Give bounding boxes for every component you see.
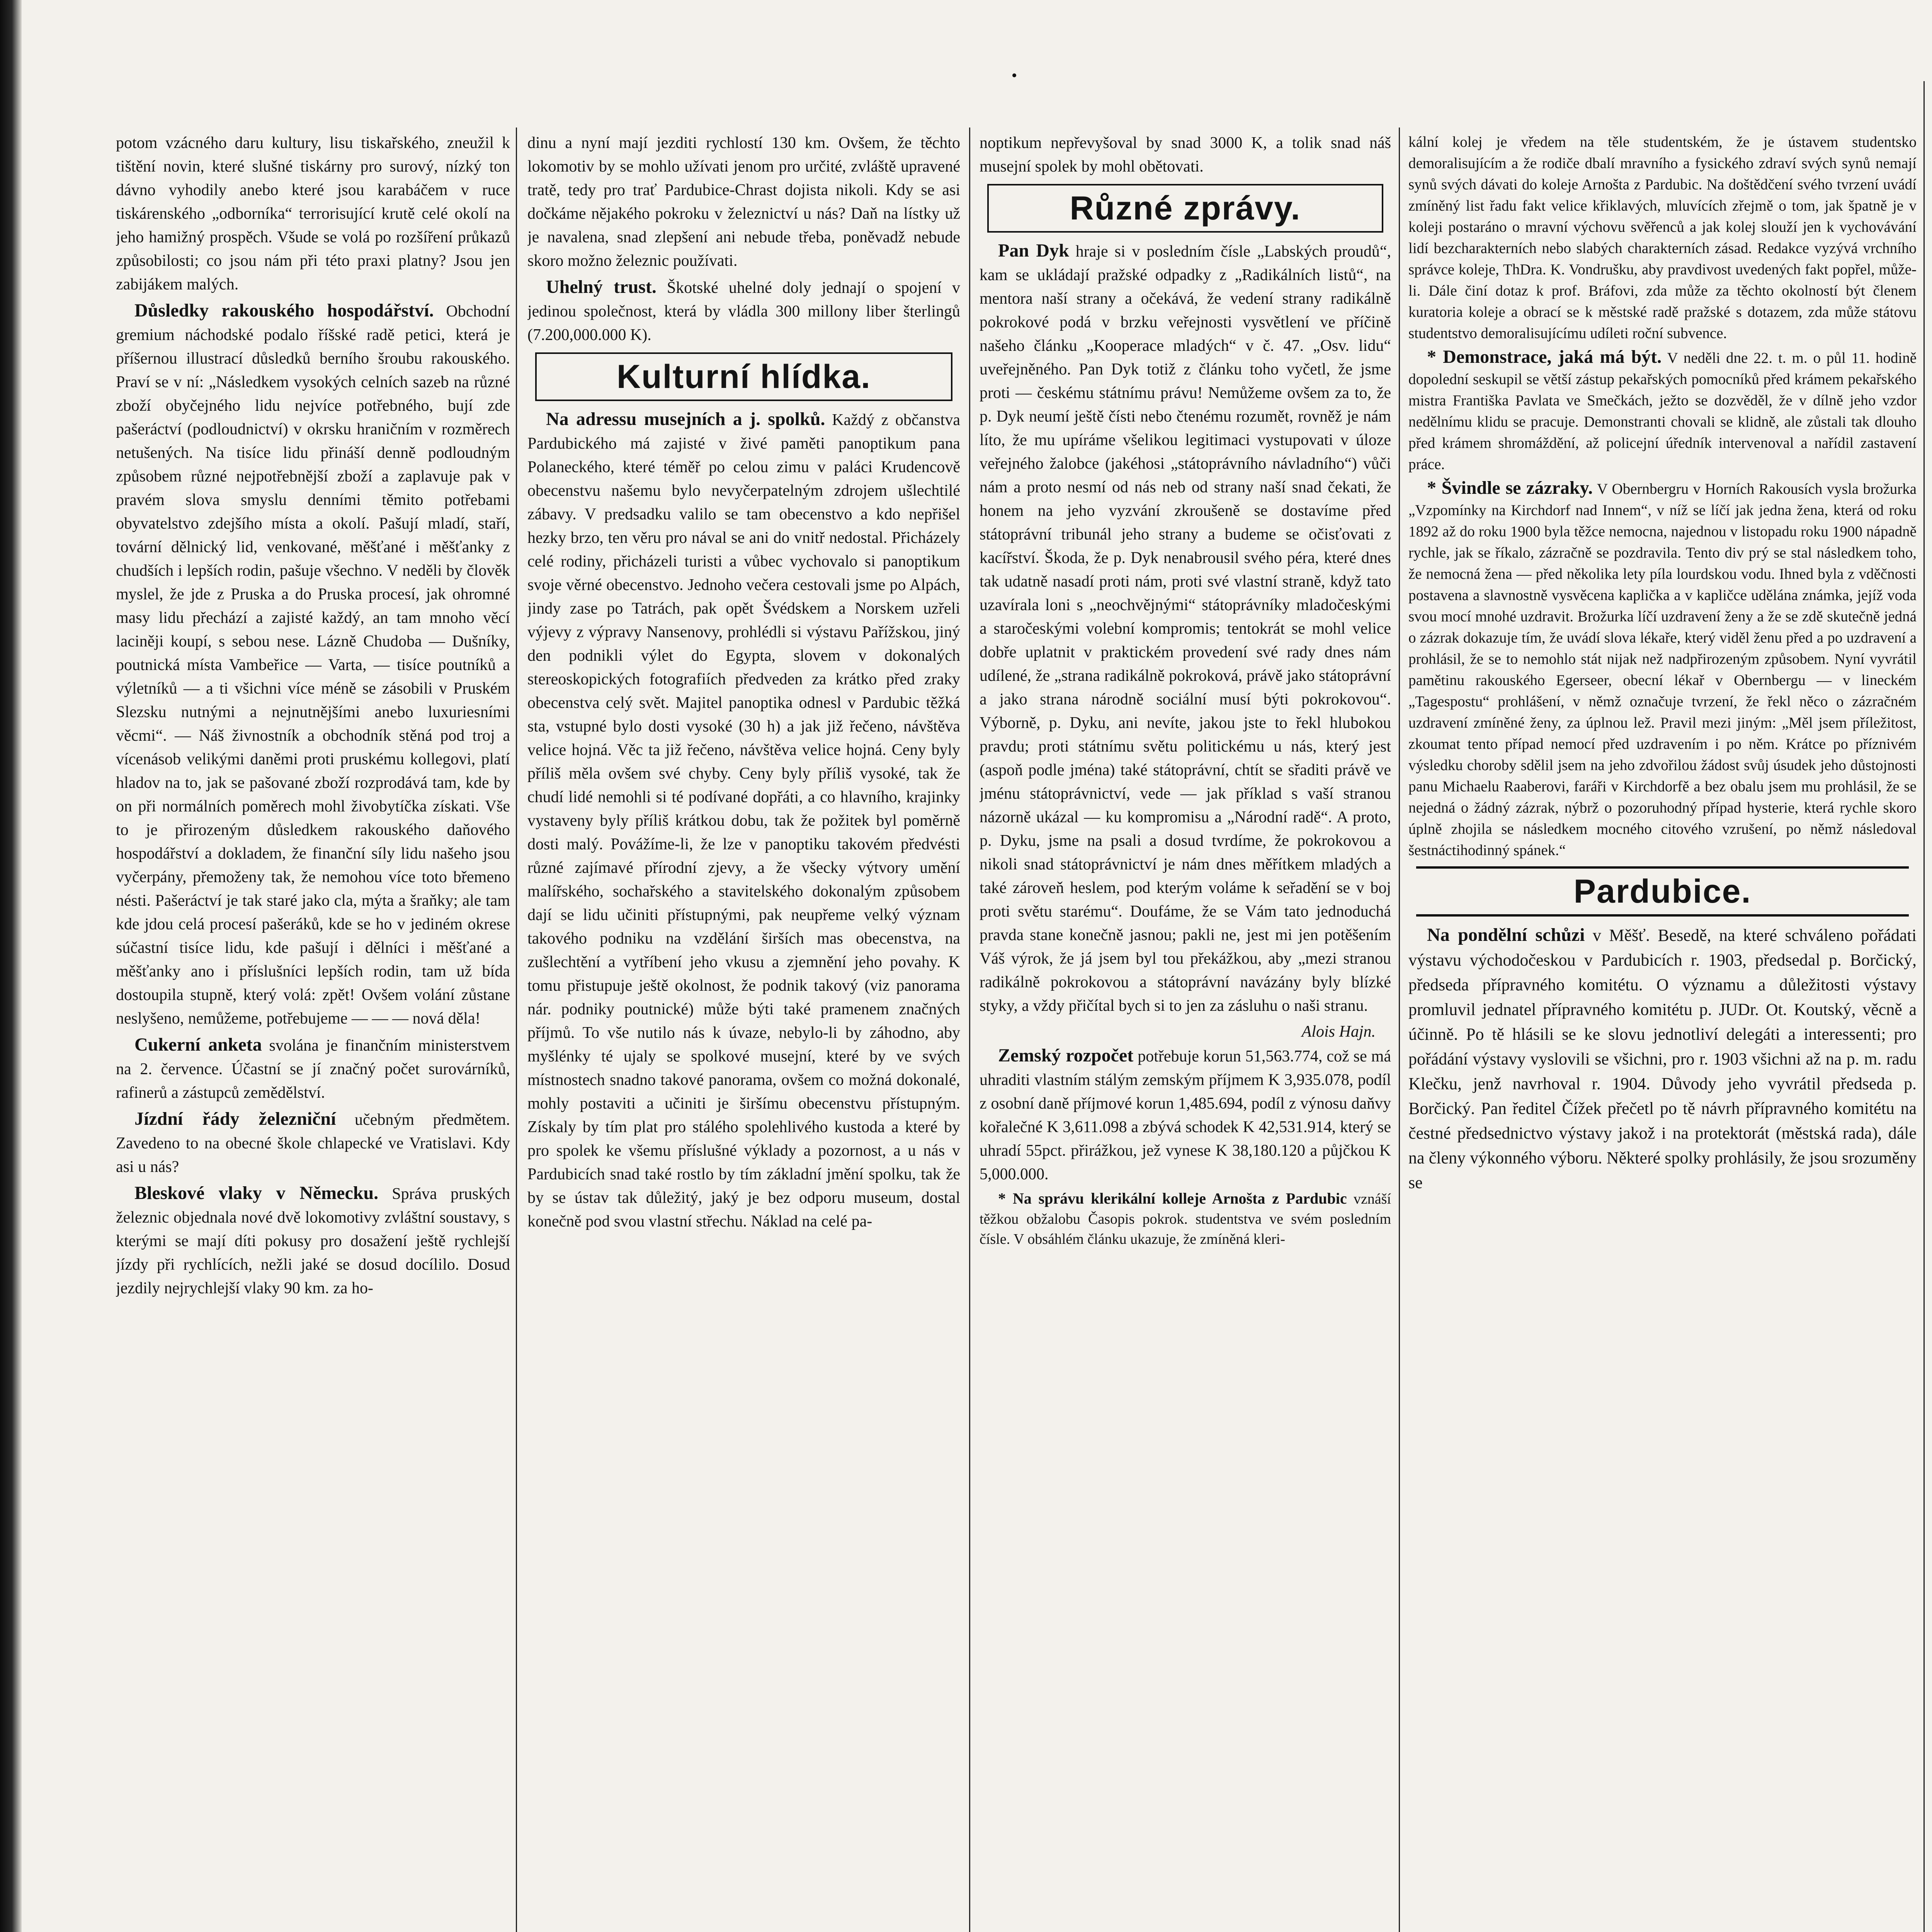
article-text: vznáší těžkou obžalobu Časopis pokrok. studentstva ve svém posledním čísle. V obsáhlém článku ukazuje, že zmíněná kleri-: [980, 1191, 1391, 1247]
article-heading: Bleskové vlaky v Německu.: [134, 1183, 379, 1203]
article-text: Obchodní gremium náchodské podalo říšské radě petici, která je příšernou illustrací důsledků berního šroubu rakouského. Praví se v ní: „Následkem vysokých celních sazeb na různé zboží obyčejného lidu nejvíce potřebného, bují zde pašeráctví (podloudnictví) v okrsku hraničním v rozměrech netušených. Na tisíce lidu přináší denně podloudným způsobem různé nejpotřebnější zboží a zaplavuje pak v pravém slova smyslu denními těmito potřebami obyvatelstvo zdejšího místa a okolí. Pašují mladí, staří, tovární dělnický lid, venkované, měšťané i měšťanky z chudších i lepších rodin, pašuje všechno. V neděli by člověk myslel, že jde z Pruska a do Pruska procesí, jak ohromné masy lidu přechází a zajisté každý, an tam mnoho věcí laciněji koupí, s sebou nese. Lázně Chudoba — Dušníky, poutnická místa Vambeřice — Varta, — tisíce poutníků a výletníků — a ti všichni více méně se zásobili v Pruském Slezsku nutnými a nejnutnějšími anebo luxuriesními věcmi“. — Náš živnostník a obchodník stěná pod troj a vícenásob velikými daněmi proti pruskému kollegovi, platí hladov na to, jak se pašované zboží rozprodává tam, kde by on při normálních poměrech mohl živobytíčka získati. Vše to je přirozeným důsledkem rakouského daňového hospodářství a dokladem, že finanční síly lidu našeho jsou vyčerpány, přemoženy tak, že nemohou více toto břemeno nésti. Pašeráctví je tak staré jako cla, mýta a šraňky; ale tam kde jdou celá procesí pašeráků, kde se ho v jediném okrese súčastní tisíce lidu, kde pašují i dělníci i měšťané a měšťanky ano i příslušníci lepších rodin, tam už bída dostoupila stupně, který volá: zpět! Ovšem volání zůstane neslyšeno, nemůžeme, potřebujeme — — — nová děla!: [116, 303, 510, 1027]
article-text: hraje si v posledním čísle „Labských proudů“, kam se ukládají pražské odpadky z „Radikálních listů“, na mentora naší strany a očekává, že vedení strany radikálně pokrokové podá v brzku veřejnosti vysvětlení ve příčině našeho článku „Kooperace mladých“ v č. 47. „Osv. lidu“ uveřejněného. Pan Dyk totiž z článku toho vyčetl, že jsme proti — českému státnímu právu! Nemůžeme ovšem za to, že p. Dyk neumí ještě čísti nebo čtenému rozumět, rovněž je nám líto, že mu upíráme všelikou legitimaci vystupovati v úloze veřejného žalobce (jakéhosi „státoprávního návladního“) vůči nám a proto nesmí od nás neb od strany naší snad čekati, že honem na jeho vyzvání zkroušeně se dostavíme před státoprávní tribunál jeho strany a budeme se očisťovati z kacířství. Škoda, že p. Dyk nenabrousil svého péra, které dnes tak udatně nasadí proti nám, proti své vlastní straně, když tato uzavírala loni s „neochvějnými“ státoprávníky mladočeskými a staročeskými volební kompromis; tentokrát se mohl velice dobře uplatnit v praktickém provedení své rady dnes nám udílené, že „strana radikálně pokroková, právě jako státoprávní a jako strana národně sociální musí býti pokrokovou“. Výborně, p. Dyku, ani nevíte, jakou jste to řekl hlubokou pravdu; proti státnímu světu politickému u nás, který jest (aspoň podle jména) také státoprávní, chtít se sřaditi právě ve jménu státoprávnictví, vede — jak příklad s vaší stranou názorně ukázal — ku kompromisu a „Národní radě“. A proto, p. Dyku, jsme na psali a dosud tvrdíme, že pokrokovou a nikoli snad státoprávnictví je nám dnes měřítkem mladých a také zároveň heslem, pod kterým voláme k seřadění se v boj proti světu starému“. Doufáme, že se Vám tato jednoduchá pravda stane konečně jasnou; pakli ne, jest mi jen potěšením Váš výrok, že já jsem byl tou překážkou, aby „mezi stranou radikálně pokrokovou a státoprávní navázány byly blízké styky, a vždy přičítal bych si to jen za zásluhu o naši stranu.: [980, 243, 1391, 1015]
print-speck: [1012, 73, 1016, 77]
article-text: svolána je finančním ministerstvem na 2. července. Účastní se jí značný počet surovárníků, rafinerů a zástupců zemědělství.: [116, 1037, 510, 1102]
article-text: v Měšť. Besedě, na které schváleno pořádati výstavu východočeskou v Pardubicích r. 1903, předsedal p. Borčický, předseda přípravného komitétu. O významu a důležitosti výstavy promluvil jednatel přípravného komitétu p. JUDr. Ot. Koutský, věcně a účinně. Po tě hlásili se ke slovu jednotliví delegáti a interessenti; pro pořádání výstavy vyslovili se všichni, pro r. 1903 všichni až na p. m. radu Klečku, jenž navrhoval r. 1904. Důvody jeho vyvrátil předseda p. Borčický. Pan ředitel Čížek přečetl po tě návrh přípravného komitétu na čestné předsednictvo výstavy jakož i na protektorát (městská rada), dále na členy výkonného výboru. Některé spolky prohlásily, že jsou srozuměny se: [1408, 926, 1917, 1192]
column-2: [527, 131, 960, 1932]
article-heading: Jízdní řády železniční: [134, 1109, 336, 1129]
article-heading: Na pondělní schůzi: [1427, 925, 1585, 945]
column-rule-3: [1399, 128, 1400, 1932]
article-text: potom vzácného daru kultury, lisu tiskařského, zneužil k tištění novin, které slušné tiskárny pro surový, nízký ton dávno vyhodily anebo které jsou karabáčem v ruce tiskárenského „odborníka“ terrorisující krutě celé okolí na jeho hamižný prospěch. Všude se volá po rozšíření průkazů způsobilosti; co jsou nám při této praxi platny? Jsou jen zabijákem malých.: [116, 134, 510, 293]
article-heading: * Švindle se zázraky.: [1427, 478, 1593, 498]
article-text: Správa pruských železnic objednala nové dvě lokomotivy zvláštní soustavy, s kterými se mají díti pokusy pro dosažení ještě rychlejší jízdy při rychlících, nežli jaké se dosud docílilo. Dosud jezdily nejrychlejší vlaky 90 km. za ho-: [116, 1185, 510, 1297]
article-text: Každý z občanstva Pardubického má zajisté v živé paměti panoptikum pana Polaneckého, které téměř po celou zimu v paláci Krudencově obecenstvu našemu bylo nevyčerpatelným zdrojem ušlechtilé zábavy. V predsadku valilo se tam obecenstvo a kdo nepřišel hezky brzo, ten věru pro nával se ani do vnitř nedostal. Přicházely celé rodiny, přicházeli turisti a vůbec vychovalo si panoptikum svoje věrné obecenstvo. Jednoho večera cestovali jsme po Alpách, jindy zase po Tatrách, pak opět Švédskem a Norskem uzřeli výjevy z výpravy Nansenovy, prohlédli si výstavu Pařížskou, jiný den podnikli výlet do Egypta, slovem v dokonalých stereoskopických fotografiích předveden za krátko před zraky obecenstva celý svět. Majitel panoptika odnesl v Pardubic těžká sta, vstupné bylo dosti vysoké (30 h) a jak již řečeno, návštěva velice hojná. Věc ta již řečeno, návštěva velice hojná. Ceny byly příliš měla ovšem své chyby. Ceny byly příliš vysoké, tak že chudí lidé nemohli si té podívané dopřáti, a co hlavního, krajinky vystaveny byly příliš krátkou dobu, tak že požitek byl poměrně dosti malý. Povážíme-li, že lze v panoptiku takovém předvésti různé zajímavé přírodní zjevy, a že všecky výtvory umění malířského, sochařského a stavitelského dokonalým způsobem dají se lidu učiniti přístupnými, pak neupřeme velký význam takového podniku na vzdělání širších mas obecenstva, na zušlechtění a vytříbení jeho vkusu a zjemnění jeho povahy. K tomu přistupuje ještě okolnost, že podnik takový (viz panorama nár. podniky poutnické) může býti také pramenem značných příjmů. To vše nutilo nás k úvaze, nebylo-li by záhodno, aby myšlénky té ujaly se spolkové musejní, které by ve svých místnostech snadno takové panorama, ovšem co možná dokonalé, mohly postaviti a učiniti je širšímu obecenstvu přístupným. Získaly by tím plat pro stálého spolehlivého kustoda a které by pro spolek ke všemu příslušné výklady a pozornost, a u nás v Pardubicích snad také rostlo by tím základní jmění spolku, tak že by se ústav tak důležitý, jaký je bez odporu museum, dostal konečně pod svou vlastní střechu. Náklad na celé pa-: [527, 411, 960, 1230]
article-heading: * Demonstrace, jaká má být.: [1427, 347, 1662, 367]
section-heading-ruzne: Různé zprávy.: [987, 184, 1383, 233]
article-text: kální kolej je vředem na těle studentském, že je ústavem studentsko demoralisujícím a že rodiče dbalí mravního a fysického zdraví svých synů nemají synů svých dávati do koleje Arnošta z Pardubic. Na doštědčení svého tvrzení uvádí zmíněný list řadu fakt velice křiklavých, mluvících zřejmě o tom, jak špatně je v koleji postaráno o mravní výchovu svěřenců a jak kolej slouží jen k vychovávání lidí bezcharakterních nebo slabých charakterních zásad. Redakce vyzývá vrchního správce koleje, ThDra. K. Vondrušku, aby pravdivost uvedených fakt popřel, může-li. Dále činí dotaz k prof. Bráfovi, zda může za těchto okolností být členem kuratoria koleje a obrací se k městské radě pražské s dotazem, zda může státovu studentstvo demoralisujícímu udíleti roční subvence.: [1408, 134, 1917, 342]
article-text: Škotské uhelné doly jednají o spojení v jedinou společnost, která by vládla 300 millony liber šterlingů (7.200,000.000 K).: [527, 279, 960, 344]
column-1: [116, 131, 510, 1932]
article-text: V Obernbergru v Horních Rakousích vysla brožurka „Vzpomínky na Kirchdorf nad Innem“, v níž se líčí jak jedna žena, která od roku 1892 až do roku 1900 byla těžce nemocna, najednou v listopadu roku 1900 nápadně rychle, jak se říkalo, zázračně se pozdravila. Tento div prý se stal následkem toho, že nemocná žena — před několika lety píla lourdskou vodu. Ihned byla z vděčnosti postavena a slavnostně vysvěcena kaplička a v kapličce udělána známka, jejíž voda svou mocí mnohé uzdravit. Brožurka líčí uzdravení ženy a že se zdě skutečně jedná o zázrak dokazuje tím, že uvádí slova lékaře, který viděl ženu před a po uzdravení a prohlásil, že se to nemohlo stát nijak než nadpřirozeným způsobem. Nyní vyvrátil pamětinu rakouského Egerseer, obecní lékař v Obernbergu — v lineckém „Tagespostu“ prohlášení, v němž označuje tvrzení, že řekl něco o zázračném uzdravení zmíněné ženy, za úplnou lež. Pravil mezi jiným: „Měl jsem příležitost, zkoumat tento případ nemocí před uzdravením i po něm. Krátce po příznivém výsledku choroby sdělil jsem na jeho zdvořilou žádost svůj úsudek jeho důstojnosti panu Michaelu Raaberovi, faráři v Kirchdorfě a bez obalu jsem mu prohlásil, že se nejedná o žádný zázrak, nýbrž o pozoruhodný případ hysterie, která rychle skoro úplně zhojila se následkem mocného citového vzrušení, po němž následoval šestnáctihodinný spánek.“: [1408, 481, 1917, 859]
article-heading: Cukerní anketa: [134, 1034, 262, 1055]
article-heading: Pan Dyk: [998, 240, 1069, 261]
article-heading: Důsledky rakouského hospodářství.: [134, 300, 434, 321]
column-3: [980, 131, 1391, 1932]
section-heading-kulturni: Kulturní hlídka.: [535, 352, 952, 401]
column-rule-4: [1923, 81, 1925, 1932]
article-text: noptikum nepřevyšoval by snad 3000 K, a tolik snad náš musejní spolek by mohl obětovati.: [980, 134, 1391, 175]
article-text: dinu a nyní mají jezditi rychlostí 130 km. Ovšem, že těchto lokomotiv by se mohlo užívati jenom pro určité, zvláště upravené tratě, tedy pro trať Pardubice-Chrast dojista nikoli. Kdy se asi dočkáme nějakého pokroku v železnictví u nás? Daň na lístky už je navalena, snad zlepšení ani nebude třeba, poněvadž nebude skoro možno železnic používati.: [527, 134, 960, 270]
scan-shadow: [0, 0, 22, 1932]
column-rule-2: [969, 128, 970, 1932]
article-heading: Uhelný trust.: [546, 277, 656, 297]
article-text: potřebuje korun 51,563.774, což se má uhraditi vlastním stálým zemským příjmem K 3,935.078, podíl z osobní daně příjmové korun 1,485.694, podíl z výnosu daňvy kořalečné K 3,611.098 a zbývá schodek K 42,531.914, který se uhradí 55pct. přirážkou, jež vynese K 38,180.120 a půjčkou K 5,000.000.: [980, 1048, 1391, 1183]
article-text: V neděli dne 22. t. m. o půl 11. hodině dopolední seskupil se větší zástup pekařských pomocníků před krámem pekařského mistra Františka Pavlata ve Smečkách, ježto se dozvěděl, že v dílně jeho vzdor nedělnímu klidu se pracuje. Demonstranti chovali se klidně, ale zůstali tak dlouho před krámem shromáždění, až policejní úředník intervenoval a nařídil zastavení práce.: [1408, 350, 1917, 473]
article-heading: Zemský rozpočet: [998, 1045, 1134, 1066]
article-heading: * Na správu klerikální kolleje Arnošta z Pardubic: [998, 1190, 1347, 1207]
column-rule-1: [516, 128, 517, 1932]
column-4: [1408, 131, 1917, 1932]
section-heading-pardubice: Pardubice.: [1416, 866, 1909, 917]
article-text: učebným předmětem. Zavedeno to na obecné škole chlapecké ve Vratislavi. Kdy asi u nás?: [116, 1111, 510, 1176]
article-heading: Na adressu musejních a j. spolků.: [546, 409, 825, 429]
article-signature: Alois Hajn.: [1301, 1023, 1376, 1041]
